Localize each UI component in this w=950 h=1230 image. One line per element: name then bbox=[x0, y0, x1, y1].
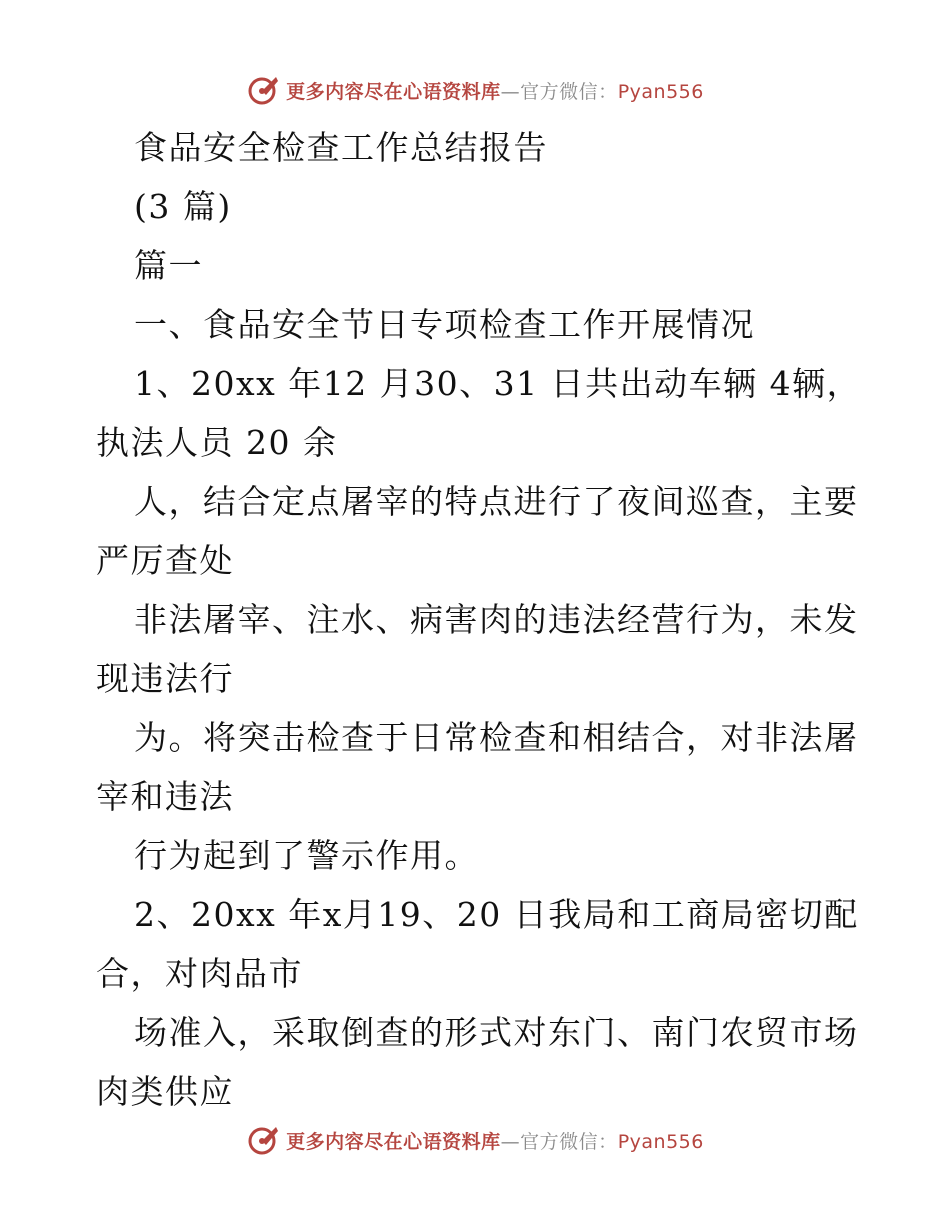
banner-wechat-label: 官方微信： bbox=[520, 80, 618, 103]
paragraph-line: 1、20xx 年12 月30、31 日共出动车辆 4辆， bbox=[134, 364, 862, 403]
banner-text bbox=[286, 77, 704, 104]
banner-wechat-label: 官方微信： bbox=[520, 1130, 618, 1153]
banner-wechat-id: Pyan556 bbox=[617, 1130, 704, 1153]
paragraph-line: 合，对肉品市 bbox=[96, 954, 303, 993]
banner-site: 更多内容尽在心语资料库 bbox=[286, 80, 501, 103]
footer-banner bbox=[0, 1120, 950, 1160]
paragraph-line: 场准入，采取倒查的形式对东门、南门农贸市场 bbox=[134, 1013, 859, 1052]
banner-text bbox=[286, 1127, 704, 1154]
banner-separator: — bbox=[500, 1130, 521, 1153]
subsection-heading: 一、食品安全节日专项检查工作开展情况 bbox=[134, 305, 755, 344]
paragraph-line: 人，结合定点屠宰的特点进行了夜间巡查，主要 bbox=[134, 482, 859, 521]
paragraph-line: 执法人员 20 余 bbox=[96, 423, 338, 462]
paragraph-line: 为。将突击检查于日常检查和相结合，对非法屠 bbox=[134, 718, 859, 757]
section-heading: 篇一 bbox=[134, 246, 203, 285]
header-banner bbox=[0, 70, 950, 110]
document-subtitle: (3 篇) bbox=[134, 187, 232, 226]
banner-wechat-id: Pyan556 bbox=[617, 80, 704, 103]
pen-nib-circle-icon bbox=[246, 1123, 280, 1157]
paragraph-line: 现违法行 bbox=[96, 659, 234, 698]
paragraph-line: 行为起到了警示作用。 bbox=[134, 836, 479, 875]
document-title: 食品安全检查工作总结报告 bbox=[134, 128, 548, 167]
paragraph-line: 非法屠宰、注水、病害肉的违法经营行为，未发 bbox=[134, 600, 859, 639]
paragraph-line: 宰和违法 bbox=[96, 777, 234, 816]
paragraph-line: 严厉查处 bbox=[96, 541, 234, 580]
paragraph-line: 2、20xx 年x月19、20 日我局和工商局密切配 bbox=[134, 895, 859, 934]
paragraph-line: 肉类供应 bbox=[96, 1072, 234, 1111]
pen-nib-circle-icon bbox=[246, 73, 280, 107]
banner-site: 更多内容尽在心语资料库 bbox=[286, 1130, 501, 1153]
banner-separator: — bbox=[500, 80, 521, 103]
document-body bbox=[96, 118, 862, 1121]
